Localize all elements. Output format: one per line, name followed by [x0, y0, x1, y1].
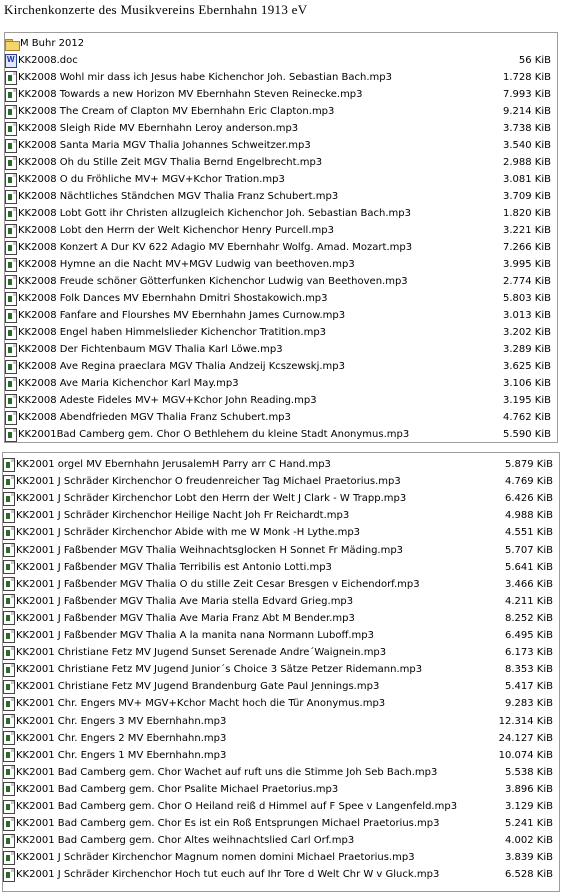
file-size: 4.002 KiB — [504, 835, 553, 847]
file-name: KK2008 Ave Regina praeclara MGV Thalia Andzeij Kcszewskj.mp3 — [18, 361, 345, 372]
mp3-file-icon — [3, 731, 15, 745]
file-size: 1.820 KiB — [502, 208, 551, 219]
file-name: KK2001 J Schräder Kirchenchor Hoch tut euch auf Ihr Tore d Welt Chr W v Gluck.mp3 — [16, 869, 440, 881]
file-item[interactable] — [5, 69, 557, 86]
mp3-file-icon — [3, 697, 15, 711]
file-name: KK2008 Lobt den Herrn der Welt Kichenchor Henry Purcell.mp3 — [18, 225, 334, 236]
file-size: 8.252 KiB — [504, 612, 553, 624]
file-size: 5.803 KiB — [502, 293, 551, 304]
file-item[interactable] — [5, 256, 557, 273]
file-item[interactable] — [3, 524, 559, 541]
file-item[interactable] — [3, 627, 559, 644]
file-size: 3.202 KiB — [502, 327, 551, 338]
file-name: KK2001 orgel MV Ebernhahn JerusalemH Parry arr C Hand.mp3 — [16, 459, 331, 470]
file-item[interactable] — [3, 695, 559, 712]
file-name: KK2008 The Cream of Clapton MV Ebernhahn Eric Clapton.mp3 — [18, 106, 335, 117]
mp3-file-icon — [5, 394, 17, 408]
file-size: 4.551 KiB — [504, 527, 553, 539]
mp3-file-icon — [5, 309, 17, 323]
file-name: KK2001 J Schräder Kirchenchor Magnum nomen domini Michael Praetorius.mp3 — [16, 852, 415, 864]
file-size: 4.762 KiB — [502, 412, 551, 423]
file-item[interactable] — [3, 576, 559, 593]
file-size: 3.709 KiB — [502, 191, 551, 202]
file-name: KK2001 Chr. Engers 1 MV Ebernhahn.mp3 — [16, 749, 227, 761]
file-name: KK2001 J Faßbender MGV Thalia Ave Maria Franz Abt M Bender.mp3 — [16, 612, 355, 624]
mp3-file-icon — [3, 577, 15, 591]
file-item[interactable] — [3, 559, 559, 576]
file-item[interactable] — [5, 120, 557, 137]
file-name: KK2001 J Schräder Kirchenchor Lobt den Herrn der Welt J Clark - W Trapp.mp3 — [16, 493, 407, 505]
file-size: 9.214 KiB — [502, 106, 551, 117]
file-name: KK2001 J Faßbender MGV Thalia Terribilis est Antonio Lotti.mp3 — [16, 561, 332, 573]
mp3-file-icon — [3, 611, 15, 625]
file-size: 3.625 KiB — [502, 361, 551, 372]
file-name: KK2001Bad Camberg gem. Chor O Bethlehem du kleine Stadt Anonymus.mp3 — [18, 429, 410, 440]
file-name: KK2008 Lobt Gott ihr Christen allzugleich Kichenchor Joh. Sebastian Bach.mp3 — [18, 208, 412, 219]
file-size: 3.738 KiB — [502, 123, 551, 134]
file-size: 4.769 KiB — [504, 476, 553, 488]
mp3-file-icon — [3, 526, 15, 540]
file-item[interactable] — [5, 426, 557, 443]
file-item[interactable] — [3, 713, 559, 730]
file-name: KK2008 Konzert A Dur KV 622 Adagio MV Ebernhahr Wolfg. Amad. Mozart.mp3 — [18, 242, 413, 253]
file-name: KK2001 Bad Camberg gem. Chor O Heiland reiß d Himmel auf F Spee v Langenfeld.mp3 — [16, 801, 458, 812]
file-item[interactable] — [3, 678, 559, 695]
file-name: KK2001 J Schräder Kirchenchor Heilige Nacht Joh Fr Reichardt.mp3 — [16, 510, 350, 522]
file-item[interactable] — [5, 358, 557, 375]
file-item[interactable] — [3, 490, 559, 507]
page-title: Kirchenkonzerte des Musikvereins Ebernhahn 1913 eV — [4, 2, 308, 17]
mp3-file-icon — [5, 292, 17, 306]
mp3-file-icon — [5, 428, 17, 442]
mp3-file-icon — [5, 326, 17, 340]
file-name: KK2001 J Schräder Kirchenchor O freudenreicher Tag Michael Praetorius.mp3 — [16, 476, 401, 488]
file-item[interactable] — [3, 764, 559, 781]
file-size: 9.283 KiB — [504, 698, 553, 710]
mp3-file-icon — [5, 224, 17, 238]
file-size: 3.013 KiB — [502, 310, 551, 321]
file-item[interactable] — [3, 815, 559, 832]
mp3-file-icon — [3, 868, 15, 882]
mp3-file-icon — [5, 241, 17, 255]
mp3-file-icon — [5, 88, 17, 102]
file-size: 3.540 KiB — [502, 140, 551, 151]
file-item[interactable] — [3, 593, 559, 610]
file-name: KK2008 Santa Maria MGV Thalia Johannes Schweitzer.mp3 — [18, 140, 311, 151]
mp3-file-icon — [3, 646, 15, 660]
mp3-file-icon — [5, 173, 17, 187]
mp3-file-icon — [3, 782, 15, 796]
folder-item[interactable] — [5, 35, 557, 52]
mp3-file-icon — [5, 360, 17, 374]
file-size: 3.106 KiB — [502, 378, 551, 389]
file-name: KK2001 Bad Camberg gem. Chor Es ist ein Roß Entsprungen Michael Praetorius.mp3 — [16, 818, 440, 830]
file-name: KK2008 Ave Maria Kichenchor Karl May.mp3 — [18, 378, 239, 389]
file-size: 3.195 KiB — [502, 395, 551, 406]
file-size: 3.839 KiB — [504, 852, 553, 864]
mp3-file-icon — [3, 851, 15, 865]
file-name: KK2008 Nächtliches Ständchen MGV Thalia Franz Schubert.mp3 — [18, 191, 339, 202]
file-size: 2.774 KiB — [502, 276, 551, 287]
file-name: KK2008 Abendfrieden MGV Thalia Franz Schubert.mp3 — [18, 412, 291, 423]
file-list-2001 — [2, 452, 560, 892]
mp3-file-icon — [3, 543, 15, 557]
file-item[interactable] — [5, 103, 557, 120]
mp3-file-icon — [5, 207, 17, 221]
file-item[interactable] — [3, 866, 559, 883]
mp3-file-icon — [5, 343, 17, 357]
file-item[interactable] — [5, 171, 557, 188]
file-name: KK2008 Fanfare and Flourshes MV Ebernhahn James Curnow.mp3 — [18, 310, 346, 321]
folder-icon — [5, 39, 19, 50]
mp3-file-icon — [3, 680, 15, 694]
file-item[interactable] — [5, 205, 557, 222]
file-item[interactable] — [5, 239, 557, 256]
file-name: KK2001 Christiane Fetz MV Jugend Sunset Serenade Andre´Waignein.mp3 — [16, 647, 387, 659]
mp3-file-icon — [5, 411, 17, 425]
file-size: 3.081 KiB — [502, 174, 551, 185]
doc-icon — [5, 54, 17, 68]
file-size: 3.289 KiB — [502, 344, 551, 355]
mp3-file-icon — [5, 122, 17, 136]
file-name: KK2001 J Faßbender MGV Thalia Ave Maria stella Edvard Grieg.mp3 — [16, 595, 354, 607]
mp3-file-icon — [3, 458, 15, 472]
file-size: 12.314 KiB — [498, 715, 553, 727]
file-name: KK2008 O du Fröhliche MV+ MGV+Kchor Tration.mp3 — [18, 174, 285, 185]
mp3-file-icon — [5, 156, 17, 170]
file-size: 56 KiB — [518, 55, 551, 66]
file-name: KK2001 J Schräder Kirchenchor Abide with me W Monk -H Lythe.mp3 — [16, 527, 361, 539]
file-item[interactable] — [3, 542, 559, 559]
file-item[interactable] — [3, 747, 559, 764]
file-item[interactable] — [3, 473, 559, 490]
file-item[interactable] — [5, 86, 557, 103]
mp3-file-icon — [3, 475, 15, 489]
file-size: 5.879 KiB — [504, 459, 553, 470]
mp3-file-icon — [5, 105, 17, 119]
file-item[interactable] — [5, 52, 557, 69]
file-size: 5.641 KiB — [504, 561, 553, 573]
file-item[interactable] — [3, 832, 559, 849]
mp3-file-icon — [3, 560, 15, 574]
file-size: 3.995 KiB — [502, 259, 551, 270]
file-item[interactable] — [3, 730, 559, 747]
file-item[interactable] — [3, 661, 559, 678]
file-size: 2.988 KiB — [502, 157, 551, 168]
file-size: 6.173 KiB — [504, 647, 553, 659]
mp3-file-icon — [5, 258, 17, 272]
file-size: 3.129 KiB — [504, 801, 553, 812]
file-name: KK2001 Bad Camberg gem. Chor Altes weihnachtslied Carl Orf.mp3 — [16, 835, 355, 847]
mp3-file-icon — [5, 71, 17, 85]
file-size: 24.127 KiB — [498, 732, 553, 744]
file-size: 7.993 KiB — [502, 89, 551, 100]
file-size: 8.353 KiB — [504, 664, 553, 676]
mp3-file-icon — [5, 275, 17, 289]
file-size: 6.426 KiB — [504, 493, 553, 505]
file-name: KK2001 Christiane Fetz MV Jugend Brandenburg Gate Paul Jennings.mp3 — [16, 681, 380, 693]
mp3-file-icon — [3, 817, 15, 831]
file-item[interactable] — [5, 188, 557, 205]
file-item[interactable] — [5, 154, 557, 171]
file-size: 5.417 KiB — [504, 681, 553, 693]
mp3-file-icon — [3, 834, 15, 848]
file-size: 4.211 KiB — [504, 595, 553, 607]
mp3-file-icon — [3, 800, 15, 814]
file-item[interactable] — [5, 290, 557, 307]
file-size: 6.528 KiB — [504, 869, 553, 881]
file-size: 3.466 KiB — [504, 578, 553, 590]
mp3-file-icon — [3, 492, 15, 506]
file-name: KK2008 Wohl mir dass ich Jesus habe Kichenchor Joh. Sebastian Bach.mp3 — [18, 72, 392, 83]
file-name: KK2008 Der Fichtenbaum MGV Thalia Karl Löwe.mp3 — [18, 344, 283, 355]
file-name: KK2008 Hymne an die Nacht MV+MGV Ludwig van beethoven.mp3 — [18, 259, 355, 270]
file-item[interactable] — [5, 307, 557, 324]
file-name: KK2008 Sleigh Ride MV Ebernhahn Leroy anderson.mp3 — [18, 123, 299, 134]
file-item[interactable] — [5, 137, 557, 154]
file-item[interactable] — [5, 392, 557, 409]
file-size: 5.538 KiB — [504, 766, 553, 778]
mp3-file-icon — [3, 714, 15, 728]
file-size: 6.495 KiB — [504, 630, 553, 641]
file-name: M Buhr 2012 — [20, 38, 85, 49]
mp3-file-icon — [3, 509, 15, 523]
file-item[interactable] — [3, 644, 559, 661]
file-name: KK2001 J Faßbender MGV Thalia A la manita nana Normann Luboff.mp3 — [16, 630, 374, 641]
file-name: KK2001 J Faßbender MGV Thalia O du stille Zeit Cesar Bresgen v Eichendorf.mp3 — [16, 578, 420, 590]
file-name: KK2001 Christiane Fetz MV Jugend Junior´s Choice 3 Sätze Petzer Ridemann.mp3 — [16, 664, 423, 676]
file-name: KK2008.doc — [18, 55, 78, 66]
file-name: KK2008 Oh du Stille Zeit MGV Thalia Bernd Engelbrecht.mp3 — [18, 157, 323, 168]
file-name: KK2001 Chr. Engers 2 MV Ebernhahn.mp3 — [16, 732, 227, 744]
file-item[interactable] — [5, 409, 557, 426]
file-size: 7.266 KiB — [502, 242, 551, 253]
file-size: 3.221 KiB — [502, 225, 551, 236]
file-name: KK2001 Bad Camberg gem. Chor Wachet auf ruft uns die Stimme Joh Seb Bach.mp3 — [16, 766, 438, 778]
file-name: KK2008 Adeste Fideles MV+ MGV+Kchor John Reading.mp3 — [18, 395, 317, 406]
file-item[interactable] — [5, 222, 557, 239]
file-item[interactable] — [3, 610, 559, 627]
file-item[interactable] — [3, 507, 559, 524]
mp3-file-icon — [3, 765, 15, 779]
file-item[interactable] — [3, 849, 559, 866]
file-name: KK2001 Bad Camberg gem. Chor Psalite Michael Praetorius.mp3 — [16, 783, 339, 795]
mp3-file-icon — [3, 629, 15, 643]
file-size: 3.896 KiB — [504, 783, 553, 795]
file-size: 5.241 KiB — [504, 818, 553, 830]
file-size: 1.728 KiB — [502, 72, 551, 83]
mp3-file-icon — [5, 190, 17, 204]
file-item[interactable] — [5, 324, 557, 341]
file-item[interactable] — [3, 798, 559, 815]
file-list-2008 — [4, 32, 558, 443]
file-name: KK2008 Freude schöner Götterfunken Kichenchor Ludwig van Beethoven.mp3 — [18, 276, 408, 287]
file-item[interactable] — [5, 273, 557, 290]
file-size: 4.988 KiB — [504, 510, 553, 522]
file-name: KK2001 Chr. Engers MV+ MGV+Kchor Macht hoch die Tür Anonymus.mp3 — [16, 698, 386, 710]
file-name: KK2008 Engel haben Himmelslieder Kichenchor Tratition.mp3 — [18, 327, 327, 338]
file-size: 5.590 KiB — [502, 429, 551, 440]
mp3-file-icon — [5, 377, 17, 391]
mp3-file-icon — [3, 594, 15, 608]
file-size: 5.707 KiB — [504, 544, 553, 556]
file-name: KK2001 Chr. Engers 3 MV Ebernhahn.mp3 — [16, 715, 227, 727]
file-item[interactable] — [5, 375, 557, 392]
file-item[interactable] — [3, 781, 559, 798]
mp3-file-icon — [3, 748, 15, 762]
file-size: 10.074 KiB — [498, 749, 553, 761]
file-item[interactable] — [5, 341, 557, 358]
mp3-file-icon — [5, 139, 17, 153]
file-item[interactable] — [3, 456, 559, 473]
mp3-file-icon — [3, 663, 15, 677]
file-name: KK2008 Folk Dances MV Ebernhahn Dmitri Shostakowich.mp3 — [18, 293, 328, 304]
file-name: KK2001 J Faßbender MGV Thalia Weihnachtsglocken H Sonnet Fr Mäding.mp3 — [16, 544, 404, 556]
file-name: KK2008 Towards a new Horizon MV Ebernhahn Steven Reinecke.mp3 — [18, 89, 363, 100]
